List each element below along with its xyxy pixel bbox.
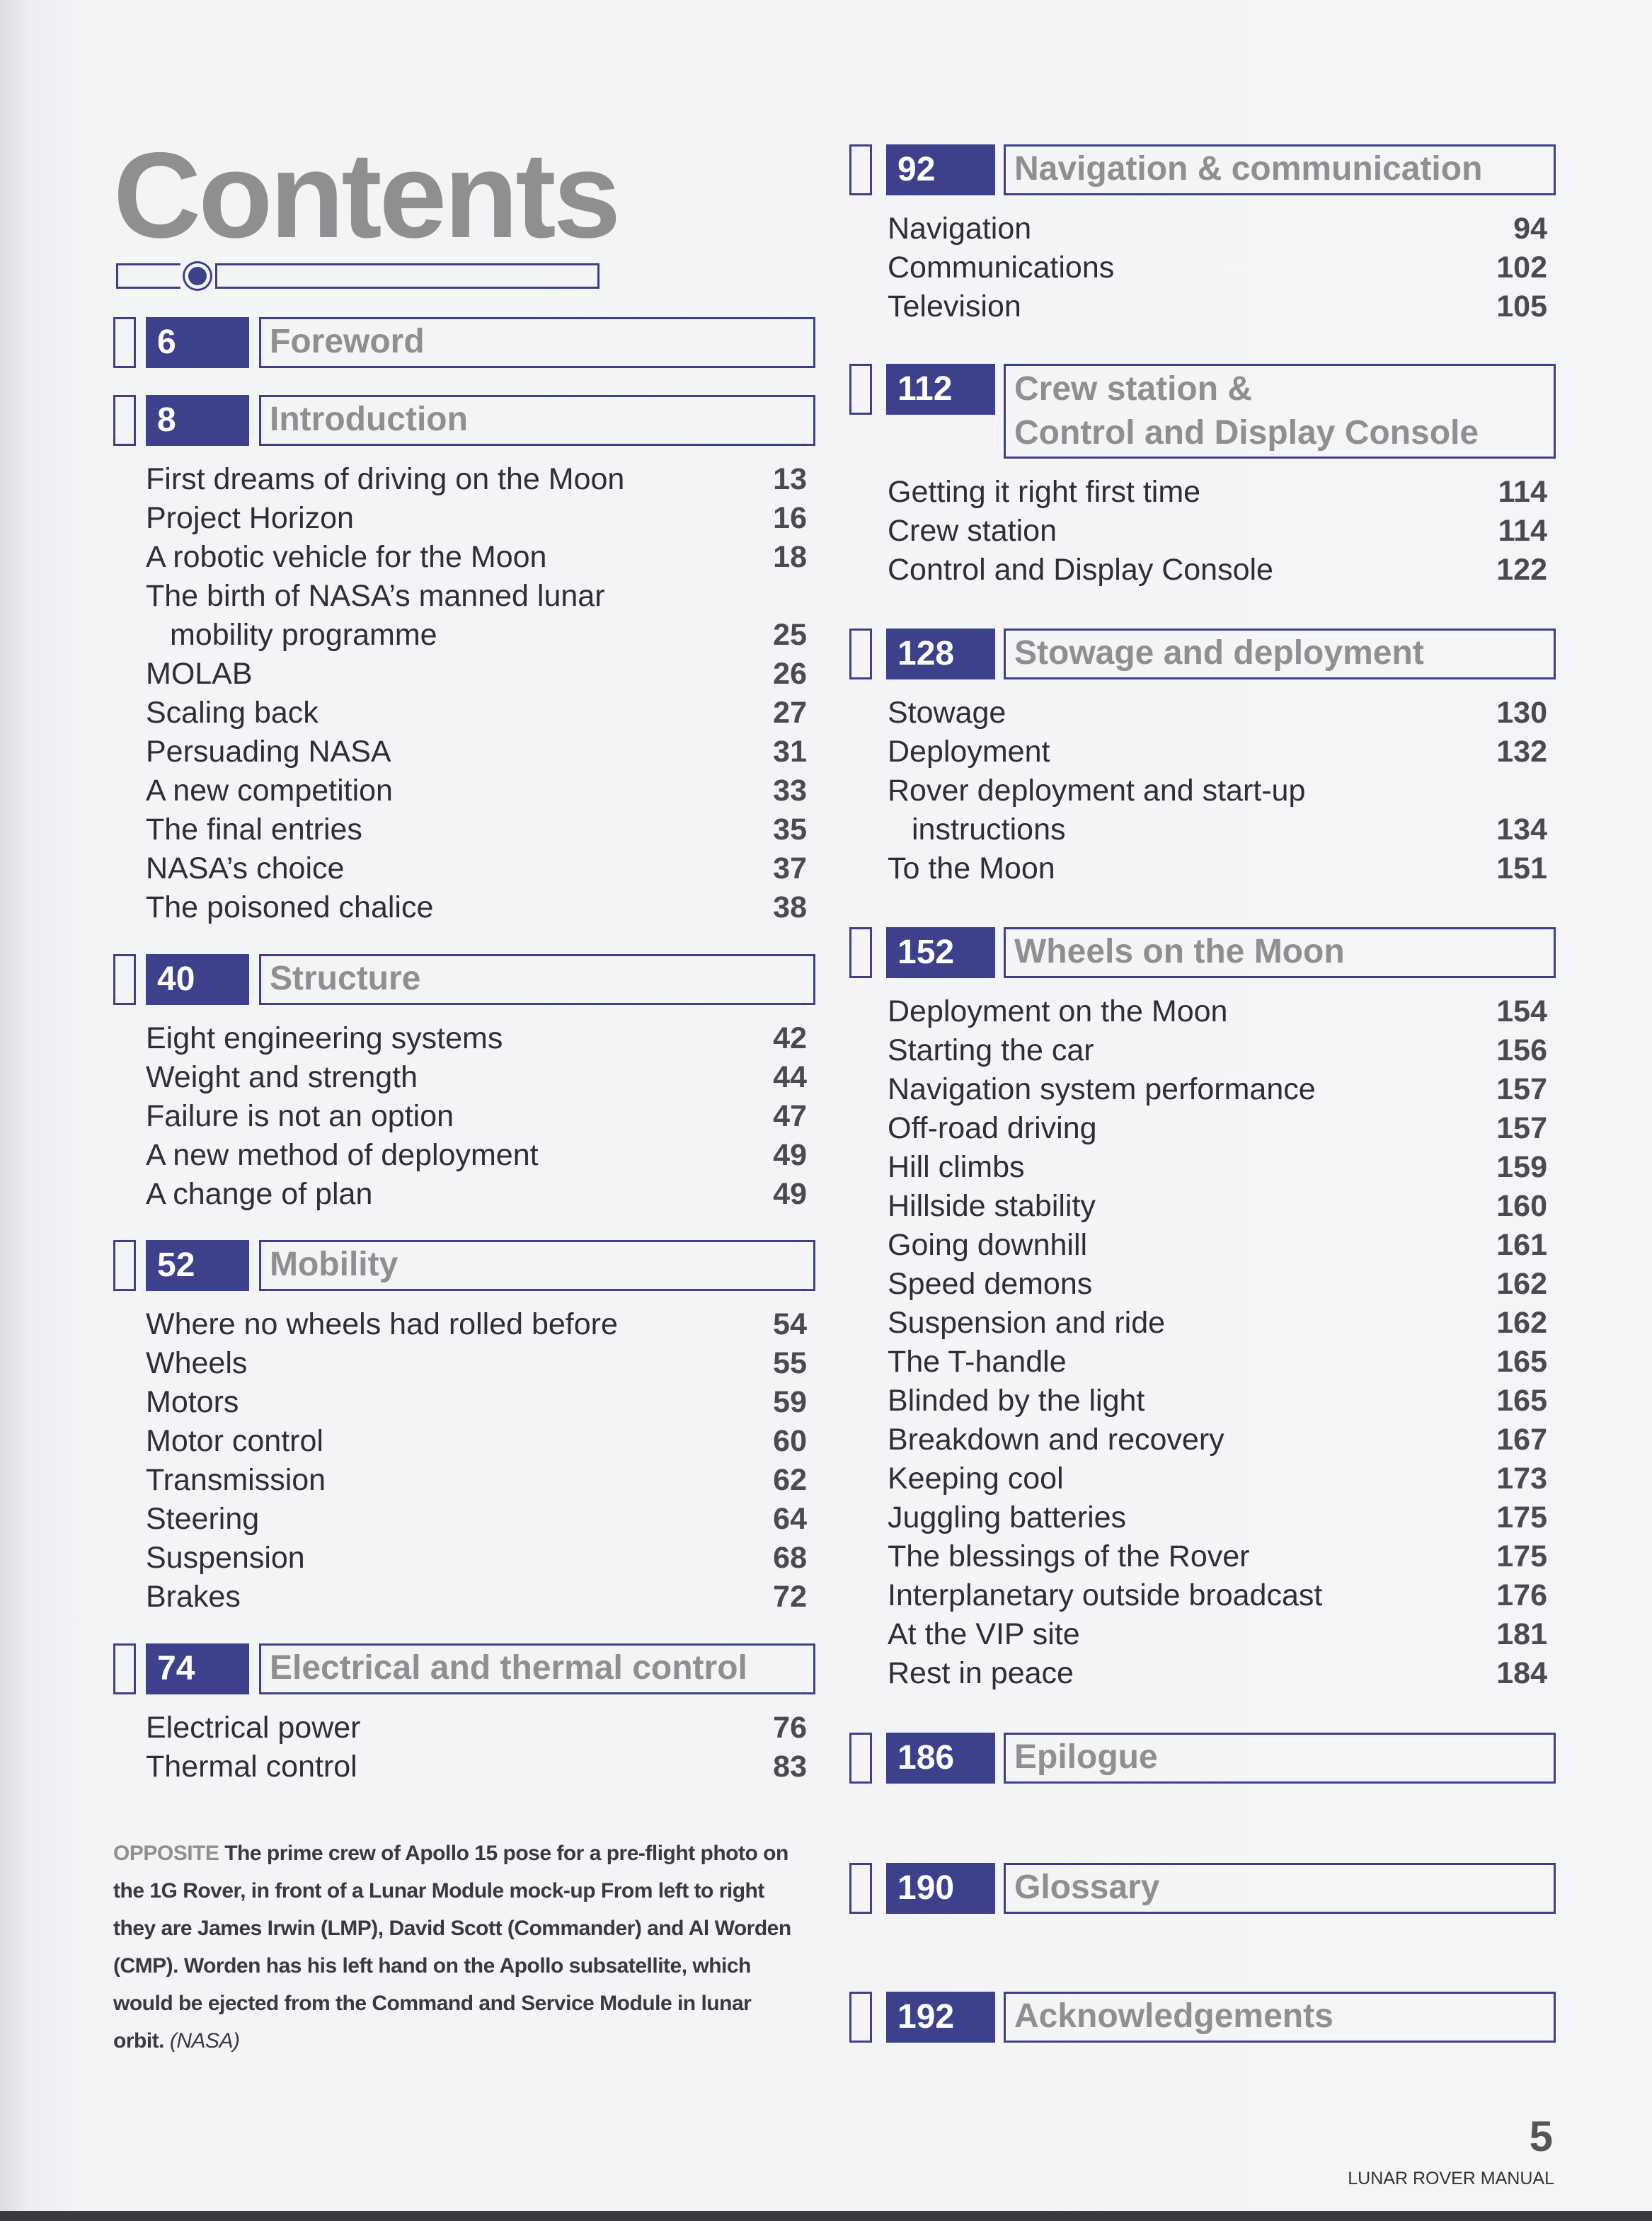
toc-entry[interactable] (849, 210, 1556, 248)
photo-caption (113, 1835, 807, 2060)
section-title (1004, 629, 1556, 679)
entry-page-number: 114 (1498, 475, 1547, 509)
entry-title: Blinded by the light (888, 1384, 1145, 1418)
section-page-number: 6 (146, 317, 249, 368)
toc-section-foreword (113, 317, 815, 368)
entry-title: Weight and strength (146, 1060, 418, 1094)
entry-page-number: 160 (1496, 1189, 1547, 1223)
entry-page-number: 62 (773, 1463, 807, 1497)
section-marker-box (849, 629, 872, 679)
entry-page-number: 173 (1496, 1462, 1547, 1496)
entry-title: To the Moon (888, 851, 1055, 885)
section-title (1004, 144, 1556, 195)
toc-entry[interactable] (849, 849, 1556, 888)
entry-page-number: 132 (1496, 735, 1547, 769)
section-item-list (849, 992, 1556, 1693)
section-item-list (113, 460, 815, 927)
entry-page-number: 76 (773, 1711, 807, 1745)
page-number: 5 (1529, 2113, 1553, 2160)
section-header[interactable] (113, 954, 815, 1005)
section-title (1004, 1992, 1556, 2043)
entry-page-number: 33 (773, 774, 807, 808)
section-header[interactable] (849, 364, 1556, 459)
section-marker-box (113, 1240, 136, 1291)
toc-entry[interactable] (849, 1459, 1556, 1498)
toc-entry[interactable] (849, 551, 1556, 590)
section-header[interactable] (849, 927, 1556, 978)
toc-entry[interactable] (849, 1382, 1556, 1421)
entry-page-number: 35 (773, 813, 807, 846)
section-marker-box (849, 364, 872, 415)
entry-page-number: 44 (773, 1060, 807, 1094)
entry-title: At the VIP site (888, 1617, 1080, 1651)
toc-entry[interactable] (849, 1654, 1556, 1693)
section-title (259, 1240, 815, 1291)
entry-title: Thermal control (146, 1750, 357, 1784)
entry-title: Scaling back (146, 696, 319, 730)
toc-section-mobility (113, 1240, 815, 1617)
entry-title: The T-handle (888, 1345, 1067, 1379)
toc-section-crew (849, 364, 1556, 590)
entry-title: Failure is not an option (146, 1099, 454, 1133)
toc-entry[interactable] (849, 287, 1556, 326)
section-title-line: Acknowledgements (1014, 1997, 1333, 2035)
caption-lead: OPPOSITE (113, 1842, 219, 1865)
entry-title: Brakes (146, 1580, 241, 1614)
toc-entry[interactable] (113, 1422, 815, 1461)
toc-section-electrical (113, 1643, 815, 1786)
section-title-line: Electrical and thermal control (270, 1649, 747, 1687)
toc-section-introduction (113, 395, 815, 927)
entry-title: Where no wheels had rolled before (146, 1307, 618, 1341)
entry-page-number: 159 (1496, 1150, 1547, 1184)
entry-page-number: 157 (1496, 1072, 1547, 1106)
entry-page-number: 165 (1496, 1345, 1547, 1379)
entry-title: The poisoned chalice (146, 890, 434, 924)
toc-entry[interactable] (113, 810, 815, 849)
entry-title: Electrical power (146, 1711, 361, 1745)
entry-page-number: 31 (773, 735, 807, 769)
section-page-number: 186 (886, 1733, 995, 1784)
entry-title: Rest in peace (888, 1656, 1074, 1690)
entry-page-number: 151 (1496, 851, 1547, 885)
section-header[interactable] (849, 1733, 1556, 1784)
section-title (1004, 927, 1556, 978)
section-page-number: 152 (886, 927, 995, 978)
section-header[interactable] (849, 1863, 1556, 1914)
toc-entry[interactable] (113, 771, 815, 810)
section-header[interactable] (113, 395, 815, 446)
toc-entry[interactable] (113, 1019, 815, 1058)
section-page-number: 40 (146, 954, 249, 1005)
entry-title: Hillside stability (888, 1189, 1096, 1223)
entry-page-number: 156 (1496, 1033, 1547, 1067)
entry-page-number: 94 (1513, 212, 1547, 246)
entry-page-number: 176 (1496, 1578, 1547, 1612)
decorative-slider-graphic (116, 263, 597, 289)
toc-entry[interactable] (849, 1537, 1556, 1576)
section-marker-box (113, 317, 136, 368)
entry-page-number: 167 (1496, 1423, 1547, 1457)
entry-page-number: 38 (773, 890, 807, 924)
toc-entry[interactable] (849, 1343, 1556, 1382)
toc-entry[interactable] (849, 694, 1556, 733)
toc-entry[interactable] (113, 694, 815, 733)
toc-section-wheels (849, 927, 1556, 1693)
section-marker-box (849, 1733, 872, 1784)
entry-page-number: 162 (1496, 1306, 1547, 1340)
entry-title: Navigation system performance (888, 1072, 1316, 1106)
section-marker-box (849, 1992, 872, 2043)
section-title-line: Wheels on the Moon (1014, 933, 1345, 970)
entry-title: Project Horizon (146, 501, 354, 535)
entry-page-number: 49 (773, 1138, 807, 1172)
toc-entry[interactable] (113, 1175, 815, 1214)
entry-title: The birth of NASA’s manned lunar (146, 579, 605, 613)
toc-entry[interactable] (113, 1461, 815, 1500)
section-page-number: 190 (886, 1863, 995, 1914)
entry-title: Stowage (888, 696, 1006, 730)
entry-title: A new method of deployment (146, 1138, 539, 1172)
toc-entry[interactable] (113, 577, 815, 655)
entry-title: Transmission (146, 1463, 326, 1497)
toc-entry[interactable] (849, 1148, 1556, 1187)
entry-page-number: 26 (773, 657, 807, 691)
entry-page-number: 37 (773, 851, 807, 885)
entry-page-number: 55 (773, 1346, 807, 1380)
section-page-number: 8 (146, 395, 249, 446)
toc-section-stowage (849, 629, 1556, 888)
toc-entry[interactable] (113, 1747, 815, 1786)
toc-entry[interactable] (113, 655, 815, 694)
entry-page-number: 25 (773, 618, 807, 652)
entry-title: Going downhill (888, 1228, 1088, 1262)
entry-title: Suspension and ride (888, 1306, 1166, 1340)
toc-entry[interactable] (849, 1576, 1556, 1615)
entry-page-number: 68 (773, 1541, 807, 1575)
page-edge-strip (0, 2211, 1652, 2221)
entry-title: The blessings of the Rover (888, 1539, 1250, 1573)
entry-title: The final entries (146, 813, 362, 846)
section-marker-box (113, 395, 136, 446)
section-title (259, 395, 815, 446)
entry-page-number: 114 (1498, 514, 1547, 548)
section-title (259, 1643, 815, 1694)
toc-entry[interactable] (849, 1615, 1556, 1654)
entry-page-number: 134 (1496, 813, 1547, 846)
entry-page-number: 13 (773, 462, 807, 496)
entry-title: Rover deployment and start-up (888, 774, 1306, 808)
entry-title: Suspension (146, 1541, 305, 1575)
section-title-line: Structure (270, 960, 421, 997)
section-title-line: Navigation & communication (1014, 150, 1483, 188)
toc-section-epilogue (849, 1733, 1556, 1784)
entry-page-number: 49 (773, 1177, 807, 1211)
toc-entry[interactable] (113, 1136, 815, 1175)
entry-title: Off-road driving (888, 1111, 1097, 1145)
entry-title: Keeping cool (888, 1462, 1064, 1496)
entry-title: Interplanetary outside broadcast (888, 1578, 1323, 1612)
section-page-number: 52 (146, 1240, 249, 1291)
toc-entry[interactable] (849, 733, 1556, 771)
section-title (1004, 364, 1556, 459)
entry-page-number: 27 (773, 696, 807, 730)
toc-entry[interactable] (113, 1344, 815, 1383)
section-page-number: 192 (886, 1992, 995, 2043)
entry-title: Juggling batteries (888, 1500, 1127, 1534)
toc-entry[interactable] (849, 771, 1556, 849)
entry-title: NASA’s choice (146, 851, 345, 885)
section-title-line: Epilogue (1014, 1738, 1158, 1776)
section-marker-box (849, 144, 872, 195)
entry-title: Eight engineering systems (146, 1021, 503, 1055)
toc-entry[interactable] (849, 1421, 1556, 1459)
toc-entry[interactable] (849, 1226, 1556, 1265)
entry-title: Control and Display Console (888, 553, 1273, 587)
section-marker-box (849, 1863, 872, 1914)
toc-entry[interactable] (849, 473, 1556, 512)
entry-title: Television (888, 289, 1021, 323)
toc-section-navigation (849, 144, 1556, 326)
section-item-list (849, 473, 1556, 590)
section-title (259, 317, 815, 368)
toc-entry[interactable] (113, 499, 815, 538)
toc-entry[interactable] (113, 1097, 815, 1136)
toc-entry[interactable] (113, 1539, 815, 1578)
section-header[interactable] (849, 144, 1556, 195)
section-title-line: Stowage and deployment (1014, 634, 1424, 672)
section-title (1004, 1863, 1556, 1914)
entry-title: Starting the car (888, 1033, 1094, 1067)
section-title-line: Crew station & (1014, 370, 1253, 408)
toc-entry[interactable] (113, 1500, 815, 1539)
section-item-list (849, 210, 1556, 326)
toc-entry[interactable] (113, 1383, 815, 1422)
entry-page-number: 72 (773, 1580, 807, 1614)
running-title: LUNAR ROVER MANUAL (1348, 2169, 1554, 2188)
section-item-list (849, 694, 1556, 888)
entry-page-number: 175 (1496, 1539, 1547, 1573)
toc-entry[interactable] (849, 1304, 1556, 1343)
entry-title: Deployment on the Moon (888, 994, 1228, 1028)
entry-page-number: 157 (1496, 1111, 1547, 1145)
section-title (1004, 1733, 1556, 1784)
entry-page-number: 181 (1496, 1617, 1547, 1651)
entry-page-number: 175 (1496, 1500, 1547, 1534)
toc-entry[interactable] (113, 460, 815, 499)
entry-title: instructions (912, 813, 1066, 846)
entry-page-number: 83 (773, 1750, 807, 1784)
entry-page-number: 59 (773, 1385, 807, 1419)
entry-page-number: 64 (773, 1502, 807, 1536)
section-page-number: 74 (146, 1643, 249, 1694)
slider-knob-icon (188, 267, 207, 285)
section-marker-box (113, 1643, 136, 1694)
entry-title: Navigation (888, 212, 1032, 246)
toc-section-structure (113, 954, 815, 1214)
toc-entry[interactable] (113, 1058, 815, 1097)
section-header[interactable] (849, 1992, 1556, 2043)
section-header[interactable] (113, 317, 815, 368)
section-item-list (113, 1019, 815, 1214)
toc-entry[interactable] (849, 1187, 1556, 1226)
toc-entry[interactable] (849, 1031, 1556, 1070)
entry-page-number: 165 (1496, 1384, 1547, 1418)
toc-section-acknowledgements (849, 1992, 1556, 2043)
entry-page-number: 161 (1496, 1228, 1547, 1262)
entry-title: mobility programme (170, 618, 437, 652)
entry-title: Wheels (146, 1346, 248, 1380)
entry-title: A robotic vehicle for the Moon (146, 540, 547, 574)
entry-title: Motors (146, 1385, 239, 1419)
entry-page-number: 162 (1496, 1267, 1547, 1301)
entry-title: Steering (146, 1502, 260, 1536)
entry-page-number: 60 (773, 1424, 807, 1458)
entry-page-number: 122 (1496, 553, 1547, 587)
toc-entry[interactable] (849, 1109, 1556, 1148)
entry-title: Motor control (146, 1424, 323, 1458)
entry-title: Deployment (888, 735, 1050, 769)
toc-entry[interactable] (113, 538, 815, 577)
entry-title: A new competition (146, 774, 393, 808)
toc-entry[interactable] (113, 1709, 815, 1747)
section-title-line: Foreword (270, 323, 425, 360)
toc-entry[interactable] (849, 992, 1556, 1031)
toc-entry[interactable] (849, 248, 1556, 287)
toc-entry[interactable] (849, 512, 1556, 551)
section-page-number: 128 (886, 629, 995, 679)
section-item-list (113, 1305, 815, 1617)
section-header[interactable] (113, 1240, 815, 1291)
entry-title: A change of plan (146, 1177, 373, 1211)
section-marker-box (113, 954, 136, 1005)
caption-text: The prime crew of Apollo 15 pose for a pre-flight photo on the 1G Rover, in front of a Lunar Module mock-up From left to right they are James Irwin (LMP), David Scott (Commander) and Al Worden (CMP). Worden has his left hand on the Apollo subsatellite, which would be ejected from the Command and Service Module in lunar orbit. (113, 1842, 791, 2053)
entry-title: Getting it right first time (888, 475, 1201, 509)
section-title (259, 954, 815, 1005)
section-header[interactable] (113, 1643, 815, 1694)
section-marker-box (849, 927, 872, 978)
entry-page-number: 105 (1496, 289, 1547, 323)
entry-page-number: 154 (1496, 994, 1547, 1028)
entry-title: Crew station (888, 514, 1057, 548)
section-title-line: Introduction (270, 401, 468, 438)
slider-track-right (215, 263, 600, 289)
section-title-line: Control and Display Console (1014, 414, 1479, 452)
entry-title: Communications (888, 251, 1115, 285)
toc-entry[interactable] (113, 888, 815, 927)
section-title-line: Mobility (270, 1246, 398, 1283)
toc-entry[interactable] (849, 1498, 1556, 1537)
entry-page-number: 54 (773, 1307, 807, 1341)
toc-entry[interactable] (113, 733, 815, 771)
section-header[interactable] (849, 629, 1556, 679)
caption-credit: (NASA) (169, 2029, 240, 2053)
entry-page-number: 130 (1496, 696, 1547, 730)
entry-page-number: 18 (773, 540, 807, 574)
toc-entry[interactable] (849, 1070, 1556, 1109)
section-page-number: 112 (886, 364, 995, 415)
entry-page-number: 42 (773, 1021, 807, 1055)
slider-track-left (116, 263, 180, 289)
entry-page-number: 102 (1496, 251, 1547, 285)
section-page-number: 92 (886, 144, 995, 195)
entry-title: Breakdown and recovery (888, 1423, 1224, 1457)
entry-title: First dreams of driving on the Moon (146, 462, 625, 496)
toc-entry[interactable] (113, 1305, 815, 1344)
entry-title: Speed demons (888, 1267, 1093, 1301)
section-item-list (113, 1709, 815, 1786)
entry-title: MOLAB (146, 657, 253, 691)
entry-page-number: 184 (1496, 1656, 1547, 1690)
entry-page-number: 16 (773, 501, 807, 535)
page-title: Contents (113, 127, 619, 263)
toc-entry[interactable] (113, 849, 815, 888)
toc-entry[interactable] (849, 1265, 1556, 1304)
toc-entry[interactable] (113, 1578, 815, 1617)
toc-section-glossary (849, 1863, 1556, 1914)
entry-title: Persuading NASA (146, 735, 391, 769)
entry-page-number: 47 (773, 1099, 807, 1133)
entry-title: Hill climbs (888, 1150, 1025, 1184)
section-title-line: Glossary (1014, 1869, 1160, 1906)
